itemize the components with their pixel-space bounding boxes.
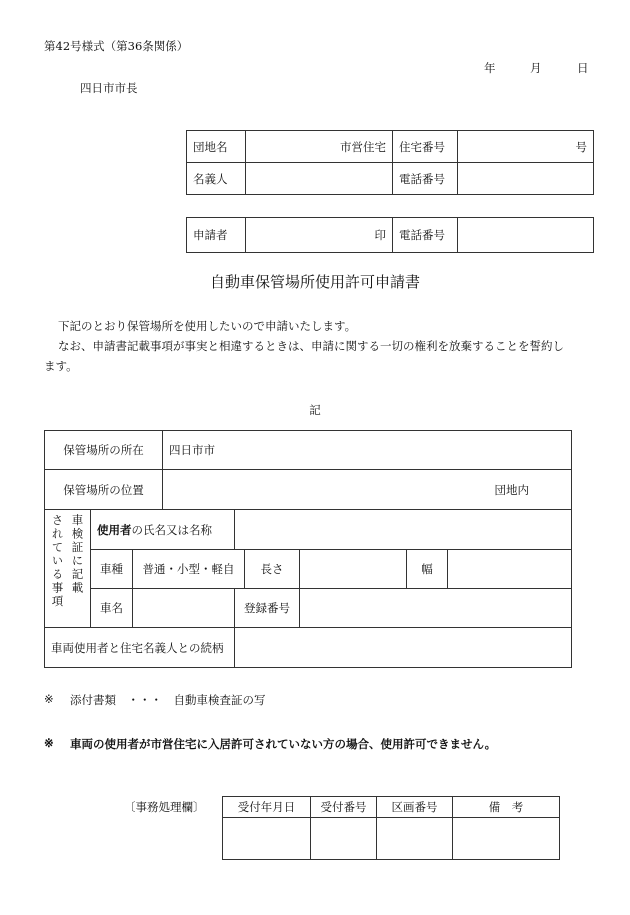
note-1-mark: ※ <box>44 692 54 706</box>
jutaku-no-label: 住宅番号 <box>392 130 458 163</box>
car-name-label: 車名 <box>90 588 133 628</box>
office-col-received-date: 受付年月日 <box>222 796 311 818</box>
office-received-date-field[interactable] <box>222 817 311 860</box>
note-2-text: 車両の使用者が市営住宅に入居許可されていない方の場合、使用許可できません。 <box>70 737 497 751</box>
tel-field-2[interactable] <box>457 217 594 253</box>
office-col-lot-no: 区画番号 <box>376 796 453 818</box>
tel-label-1: 電話番号 <box>392 162 458 195</box>
office-lot-no-field[interactable] <box>376 817 453 860</box>
date-year-label: 年 <box>484 61 496 75</box>
danchi-label: 団地名 <box>186 130 246 163</box>
car-type-field[interactable]: 普通・小型・軽自 <box>132 549 245 589</box>
body-line-3: ます。 <box>44 359 78 373</box>
office-remarks-field[interactable] <box>452 817 560 860</box>
reg-no-label: 登録番号 <box>234 588 300 628</box>
length-label: 長さ <box>244 549 300 589</box>
applicant-label: 申請者 <box>186 217 246 253</box>
car-type-label: 車種 <box>90 549 133 589</box>
user-label-rest: の氏名又は名称 <box>131 522 212 537</box>
position-field[interactable]: 団地内 <box>162 469 572 510</box>
date-day-label: 日 <box>577 61 589 75</box>
note-1-text: 添付書類 ・・・ 自動車検査証の写 <box>70 693 266 707</box>
position-label: 保管場所の位置 <box>44 469 163 510</box>
user-label-bold: 使用者 <box>97 522 132 537</box>
meigi-field[interactable] <box>245 162 393 195</box>
side-label-outer: されている事項 <box>50 514 65 609</box>
user-name-field[interactable] <box>234 509 572 550</box>
width-field[interactable] <box>447 549 572 589</box>
body-line-2: なお、申請書記載事項が事実と相違するときは、申請に関する一切の権利を放棄することを誓約し <box>58 339 564 353</box>
relation-label: 車両使用者と住宅名義人との続柄 <box>44 627 235 668</box>
length-field[interactable] <box>299 549 407 589</box>
meigi-label: 名義人 <box>186 162 246 195</box>
vehicle-cert-side-label <box>44 509 91 628</box>
applicant-field[interactable]: 印 <box>245 217 393 253</box>
date-month-label: 月 <box>530 61 542 75</box>
addressee: 四日市市長 <box>80 81 138 95</box>
ki-heading: 記 <box>309 403 321 417</box>
reg-no-field[interactable] <box>299 588 572 628</box>
location-field[interactable]: 四日市市 <box>162 430 572 470</box>
office-col-received-no: 受付番号 <box>310 796 377 818</box>
car-name-field[interactable] <box>132 588 235 628</box>
form-number: 第42号様式（第36条関係） <box>44 39 189 53</box>
tel-field-1[interactable] <box>457 162 594 195</box>
body-line-1: 下記のとおり保管場所を使用したいので申請いたします。 <box>58 319 357 333</box>
location-label: 保管場所の所在 <box>44 430 163 470</box>
user-name-label <box>90 509 235 550</box>
relation-field[interactable] <box>234 627 572 668</box>
width-label: 幅 <box>406 549 448 589</box>
office-col-remarks: 備 考 <box>452 796 560 818</box>
side-label-inner: 車検証に記載 <box>70 514 85 595</box>
danchi-field[interactable]: 市営住宅 <box>245 130 393 163</box>
note-2-mark: ※ <box>44 736 54 750</box>
jutaku-no-field[interactable]: 号 <box>457 130 594 163</box>
office-use-label: 〔事務処理欄〕 <box>124 800 205 814</box>
document-title: 自動車保管場所使用許可申請書 <box>209 273 420 291</box>
office-received-no-field[interactable] <box>310 817 377 860</box>
tel-label-2: 電話番号 <box>392 217 458 253</box>
